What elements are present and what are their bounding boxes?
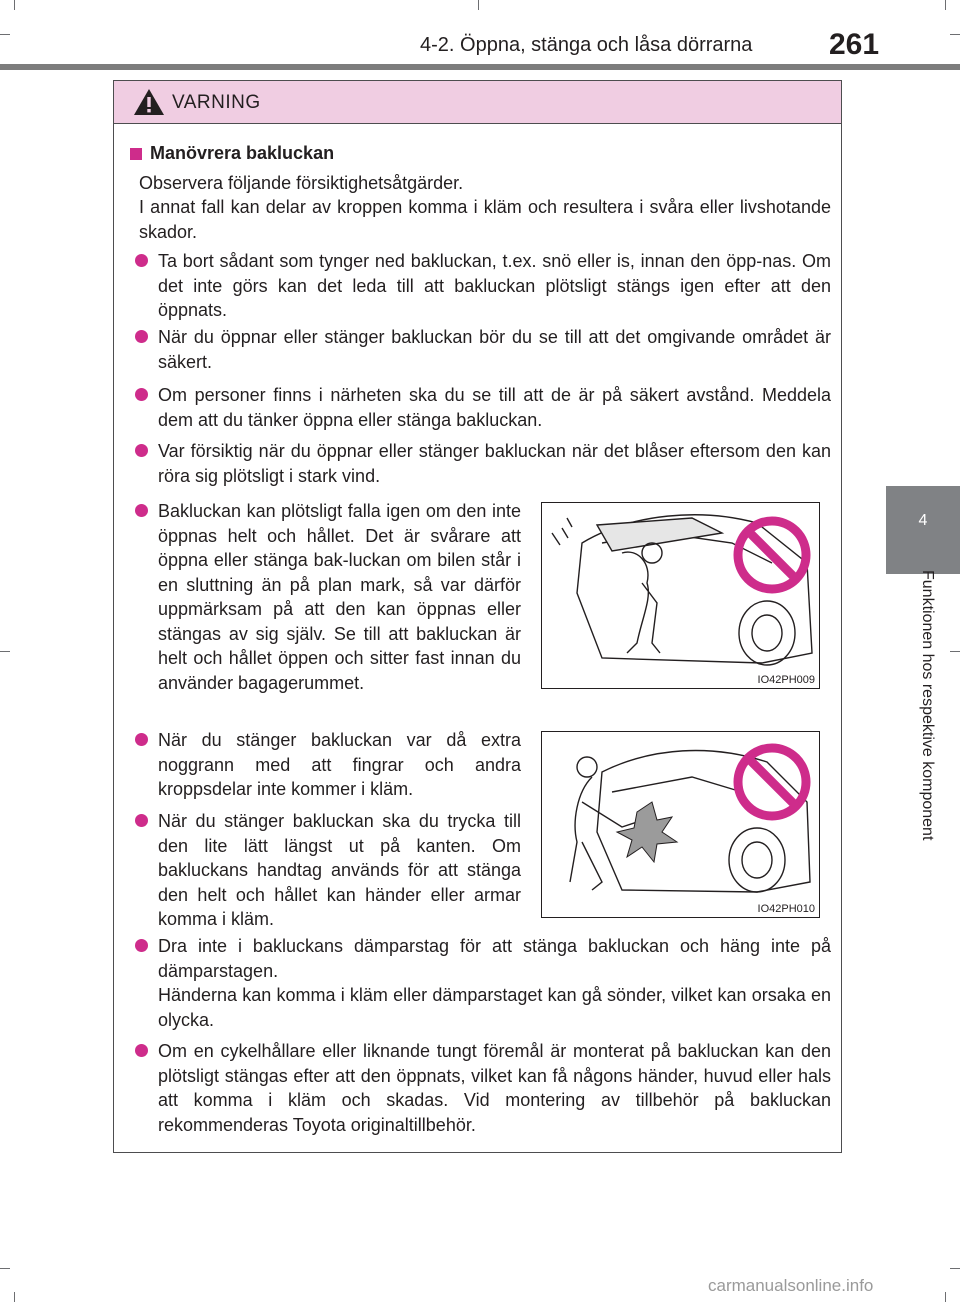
- car-illustration: [542, 732, 818, 916]
- chapter-number: 4: [918, 512, 928, 529]
- bullet-text-continued: Händerna kan komma i kläm eller dämparstaget kan gå sönder, vilket kan orsaka en olycka.: [158, 985, 831, 1030]
- chapter-label: Funktionen hos respektive komponent: [919, 570, 936, 841]
- section-title: Manövrera bakluckan: [150, 143, 335, 163]
- bullet-text: Dra inte i bakluckans dämparstag för att stänga bakluckan och häng inte på dämparstagen.: [158, 936, 831, 981]
- figure-code: IO42PH009: [757, 674, 815, 686]
- figure-tailgate-closing: [541, 731, 820, 918]
- figure-code: IO42PH010: [757, 903, 815, 915]
- section-heading: [130, 143, 334, 164]
- prohibition-icon: [738, 521, 806, 589]
- bullet-text: När du stänger bakluckan var då extra noggrann med att fingrar och andra kroppsdelar inte kommer i kläm.: [158, 730, 521, 799]
- bullet-dot-icon: [135, 939, 148, 952]
- bullet-text: Om personer finns i närheten ska du se till att de är på säkert avstånd. Meddela dem att du tänker öppna eller stänga bakluckan.: [158, 385, 831, 430]
- bullet-item: [135, 1039, 831, 1137]
- bullet-item: [135, 809, 521, 932]
- bullet-item: [135, 439, 831, 488]
- bullet-text: När du stänger bakluckan ska du trycka till den lite lätt längst ut på kanten. Om bakluckans handtag används för att stänga den helt och hållet kan händer eller armar komma i kläm.: [158, 811, 521, 929]
- bullet-dot-icon: [135, 814, 148, 827]
- car-illustration: [542, 503, 818, 687]
- bullet-text: Om en cykelhållare eller liknande tungt föremål är monterat på bakluckan kan den plötsligt stängas efter att den öppnats, vilket kan få någons händer, huvud eller hals att komma i kläm och skadas. Vid montering av tillbehör på bakluckan rekommenderas Toyota originaltillbehör.: [158, 1041, 831, 1135]
- crop-mark: [14, 1292, 15, 1302]
- intro-text: Observera följande försiktighetsåtgärder.: [139, 173, 464, 193]
- warning-header: [114, 81, 841, 124]
- header-divider: [0, 64, 960, 70]
- crop-mark: [945, 1292, 946, 1302]
- page-number: 261: [829, 28, 880, 61]
- bullet-item: [135, 325, 831, 374]
- crop-mark: [0, 34, 10, 35]
- page-header-title: 4-2. Öppna, stänga och låsa dörrarna: [420, 34, 753, 56]
- watermark: carmanualsonline.info: [708, 1276, 874, 1295]
- bullet-dot-icon: [135, 330, 148, 343]
- bullet-text: Bakluckan kan plötsligt falla igen om den inte öppnas helt och hållet. Det är svårare att öppna eller stänga bak-luckan om bilen står i en sluttning än på plan mark, så var därför uppmärksam på att den kan öppnas eller stängas av sig själv. Se till att bakluckan är helt och hållet öppen och sitter fast innan du använder bagagerummet.: [158, 501, 521, 693]
- square-bullet-icon: [130, 148, 142, 160]
- bullet-item: [135, 383, 831, 432]
- bullet-text: När du öppnar eller stänger bakluckan bör du se till att det omgivande området är säkert.: [158, 327, 831, 372]
- bullet-text: Ta bort sådant som tynger ned bakluckan, t.ex. snö eller is, innan den öpp-nas. Om det inte görs kan det leda till att bakluckan plötsligt stängs igen efter att den öppnats.: [158, 251, 831, 320]
- bullet-dot-icon: [135, 733, 148, 746]
- intro-text-2: I annat fall kan delar av kroppen komma i kläm och resultera i svåra eller livshotande skador.: [139, 197, 831, 242]
- bullet-item: [135, 728, 521, 802]
- crop-mark: [0, 651, 10, 652]
- crop-mark: [950, 651, 960, 652]
- warning-label: VARNING: [172, 92, 261, 113]
- crop-mark: [950, 34, 960, 35]
- warning-box: [113, 80, 842, 1153]
- chapter-label-container: [916, 570, 936, 930]
- bullet-item: [135, 934, 831, 1032]
- bullet-dot-icon: [135, 254, 148, 267]
- crop-mark: [14, 0, 15, 10]
- bullet-text: Var försiktig när du öppnar eller stänger bakluckan när det blåser eftersom den kan röra sig plötsligt i stark vind.: [158, 441, 831, 486]
- bullet-item: [135, 249, 831, 323]
- bullet-dot-icon: [135, 1044, 148, 1057]
- crop-mark: [950, 1268, 960, 1269]
- prohibition-icon: [738, 748, 806, 816]
- bullet-dot-icon: [135, 388, 148, 401]
- bullet-item: [135, 499, 521, 695]
- bullet-dot-icon: [135, 444, 148, 457]
- warning-triangle-icon: [132, 87, 166, 117]
- crop-mark: [945, 0, 946, 10]
- crop-mark: [478, 0, 479, 10]
- crop-mark: [0, 1268, 10, 1269]
- figure-tailgate-falling: [541, 502, 820, 689]
- chapter-tab: [886, 486, 960, 574]
- bullet-dot-icon: [135, 504, 148, 517]
